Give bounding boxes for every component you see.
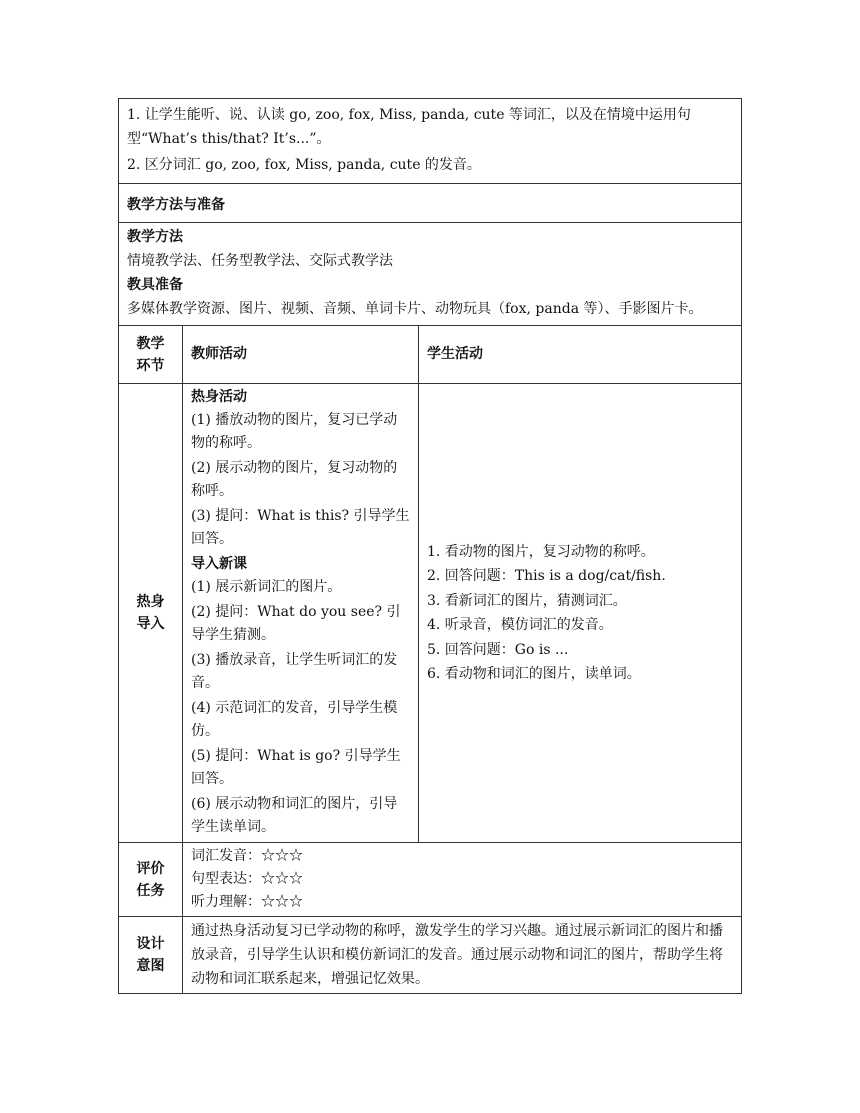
teacher-step: (2) 展示动物的图片，复习动物的称呼。 — [191, 460, 398, 499]
warmup-teacher-cell — [183, 384, 419, 843]
tools-text: 多媒体教学资源、图片、视频、音频、单词卡片、动物玩具（fox, panda 等）、手影图片卡。 — [127, 301, 703, 317]
teacher-step: (3) 播放录音，让学生听词汇的发音。 — [191, 652, 398, 691]
student-activity-list — [427, 540, 733, 687]
activity-header-row — [119, 326, 742, 384]
student-step: 5. 回答问题：Go is ... — [427, 641, 569, 658]
design-intent-text: 通过热身活动复习已学动物的称呼，激发学生的学习兴趣。通过展示新词汇的图片和播放录音，引导学生认识和模仿新词汇的发音。通过展示动物和词汇的图片，帮助学生将动物和词汇联系起来，增强记忆效果。 — [183, 917, 742, 994]
student-step: 1. 看动物的图片，复习动物的称呼。 — [427, 543, 655, 560]
teacher-step: (4) 示范词汇的发音，引导学生模仿。 — [191, 700, 398, 739]
student-step: 6. 看动物和词汇的图片，读单词。 — [427, 666, 641, 682]
student-step: 3. 看新词汇的图片，猜测词汇。 — [427, 592, 627, 609]
evaluation-item: 听力理解：☆☆☆ — [191, 894, 303, 910]
warmup-row — [119, 384, 742, 843]
warmup-student-cell — [419, 384, 742, 843]
student-step: 2. 回答问题：This is a dog/cat/fish. — [427, 568, 666, 584]
warmup-stage-label: 热身导入 — [119, 384, 183, 843]
stage-header: 教学环节 — [119, 326, 183, 384]
evaluation-item: 词汇发音：☆☆☆ — [191, 848, 303, 864]
design-stage-label: 设计意图 — [119, 917, 183, 994]
objective-item-1: 1. 让学生能听、说、认读 go, zoo, fox, Miss, panda, cute 等词汇，以及在情境中运用句型“What’s this/that? It’s...”。 — [127, 107, 691, 147]
lesson-plan-table — [118, 98, 742, 994]
teacher-step: (1) 展示新词汇的图片。 — [191, 579, 342, 595]
lesson-plan-page — [118, 98, 741, 994]
teacher-step: (2) 提问：What do you see? 引导学生猜测。 — [191, 604, 401, 643]
evaluation-cell — [183, 843, 742, 917]
method-text: 情境教学法、任务型教学法、交际式教学法 — [127, 253, 393, 269]
teacher-step: (3) 提问：What is this? 引导学生回答。 — [191, 508, 410, 547]
teacher-activity-header: 教师活动 — [183, 326, 419, 384]
methods-row — [119, 223, 742, 326]
tools-heading: 教具准备 — [127, 277, 183, 293]
student-step: 4. 听录音，模仿词汇的发音。 — [427, 617, 613, 633]
teacher-step: (5) 提问：What is go? 引导学生回答。 — [191, 748, 401, 787]
method-heading: 教学方法 — [127, 229, 183, 245]
student-activity-header: 学生活动 — [419, 326, 742, 384]
evaluation-item: 句型表达：☆☆☆ — [191, 871, 303, 887]
methods-title-row — [119, 184, 742, 223]
evaluation-row — [119, 843, 742, 917]
objective-item-2: 2. 区分词汇 go, zoo, fox, Miss, panda, cute 的发音。 — [127, 157, 481, 173]
intro-heading: 导入新课 — [191, 556, 247, 572]
teacher-step: (1) 播放动物的图片，复习已学动物的称呼。 — [191, 412, 398, 451]
methods-section-title: 教学方法与准备 — [127, 197, 225, 213]
objectives-row — [119, 99, 742, 184]
design-row — [119, 917, 742, 994]
teacher-step: (6) 展示动物和词汇的图片，引导学生读单词。 — [191, 796, 398, 835]
evaluation-stage-label: 评价任务 — [119, 843, 183, 917]
warmup-heading: 热身活动 — [191, 389, 247, 405]
